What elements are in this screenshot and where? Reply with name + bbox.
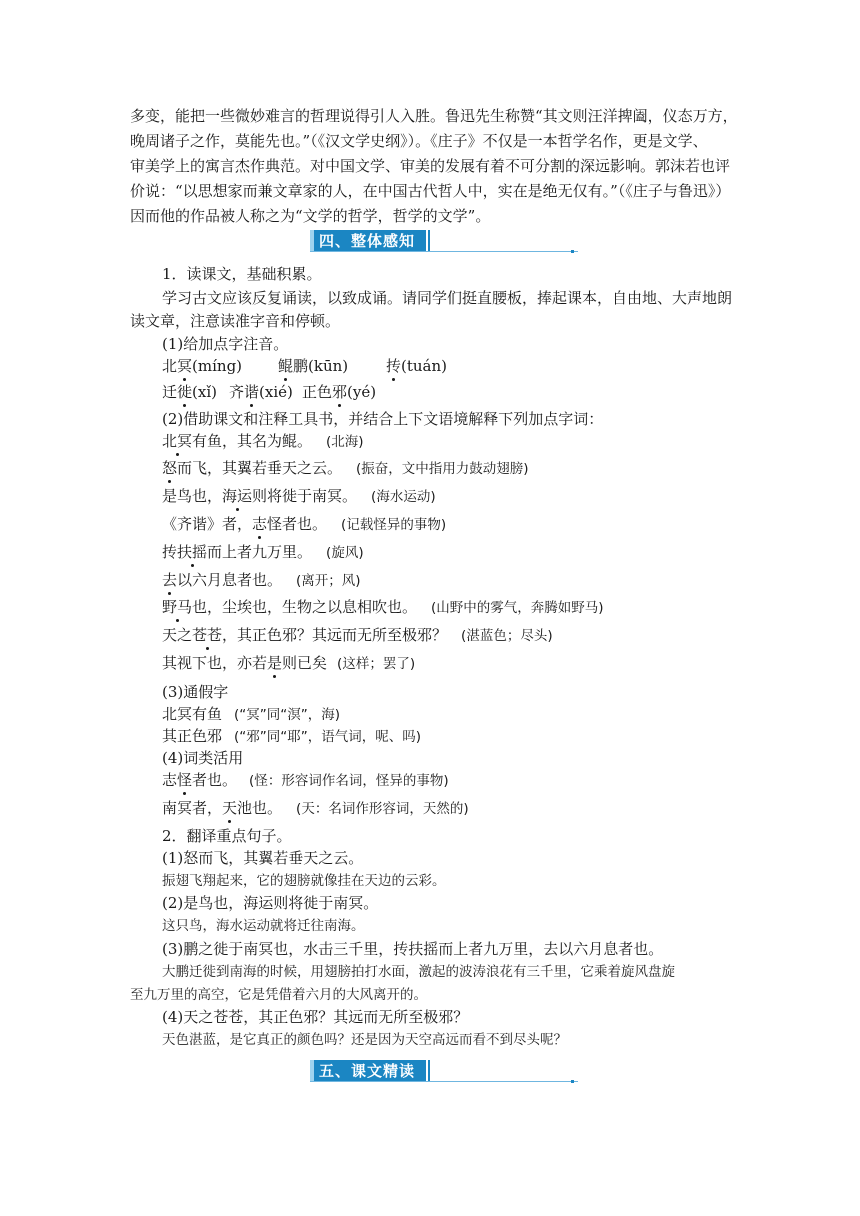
tongjia-item: 其正色邪 (“邪”同“耶”，语气词，呢、吗): [162, 727, 422, 745]
intro-line: 因而他的作品被人称之为“文学的哲学，哲学的文学”。: [130, 207, 491, 225]
translate-question: (2)是鸟也，海运则将徙于南冥。: [162, 894, 379, 912]
word-item: 野马也，尘埃也，生物之以息相吹也。 (山野中的雾气，奔腾如野马): [162, 598, 604, 616]
translate-answer: 大鹏迁徙到南海的时候，用翅膀拍打水面，激起的波涛浪花有三千里，它乘着旋风盘旋: [162, 964, 675, 980]
translate-answer: 振翅飞翔起来，它的翅膀就像挂在天边的云彩。: [162, 873, 446, 889]
translate-question: (3)鹏之徙于南冥也，水击三千里，抟扶摇而上者九万里，去以六月息者也。: [162, 940, 664, 958]
pinyin-item: 齐谐(xié): [229, 383, 293, 401]
section-underline: [310, 1081, 578, 1082]
intro-line: 晚周诸子之作，莫能先也。”（《汉文学史纲》）。《庄子》不仅是一本哲学名作，更是文学、: [130, 132, 708, 150]
section-banner: [310, 230, 428, 252]
huoyong-item: 志怪者也。 (怪：形容词作名词，怪异的事物): [162, 771, 449, 789]
task-heading: 1．读课文，基础积累。: [162, 265, 322, 283]
intro-line: 审美学上的寓言杰作典范。对中国文学、审美的发展有着不可分割的深远影响。郭沫若也评: [130, 157, 731, 175]
word-item: 是鸟也，海运则将徙于南冥。 (海水运动): [162, 487, 436, 505]
word-item: 抟扶摇而上者九万里。 (旋风): [162, 543, 364, 561]
translate-answer: 至九万里的高空，它是凭借着六月的大风离开的。: [130, 987, 427, 1003]
pinyin-item: 北冥(míng): [162, 357, 243, 375]
huoyong-item: 南冥者，天池也。 (天：名词作形容词，天然的): [162, 799, 469, 817]
pinyin-item: 抟(tuán): [386, 357, 448, 375]
pinyin-item: 正色邪(yé): [302, 383, 377, 401]
sub-heading: (1)给加点字注音。: [162, 335, 289, 353]
decor-dot: [571, 1080, 574, 1083]
section-title: 五、课文精读: [318, 1062, 415, 1080]
section-banner: [310, 1060, 428, 1082]
intro-line: 多变，能把一些微妙难言的哲理说得引人入胜。鲁迅先生称赞“其文则汪洋捭阖，仪态万方，: [130, 107, 738, 125]
sub-heading: (4)词类活用: [162, 749, 244, 767]
word-item: 天之苍苍，其正色邪？其远而无所至极邪？ (湛蓝色；尽头): [162, 626, 553, 644]
sub-heading: (2)借助课文和注释工具书，并结合上下文语境解释下列加点字词：: [162, 410, 604, 428]
sub-heading: (3)通假字: [162, 683, 229, 701]
translate-answer: 天色湛蓝，是它真正的颜色吗？还是因为天空高远而看不到尽头呢？: [162, 1032, 567, 1048]
translate-question: (4)天之苍苍，其正色邪？其远而无所至极邪？: [162, 1008, 469, 1026]
word-item: 北冥有鱼，其名为鲲。 (北海): [162, 432, 364, 450]
word-item: 其视下也，亦若是则已矣 (这样；罢了): [162, 654, 416, 672]
translate-question: (1)怒而飞，其翼若垂天之云。: [162, 849, 364, 867]
tongjia-item: 北冥有鱼 (“冥”同“溟”，海): [162, 705, 341, 723]
intro-line: 价说：“以思想家而兼文章家的人，在中国古代哲人中，实在是绝无仅有。”（《庄子与鲁迅》）: [130, 182, 731, 200]
paragraph-line: 学习古文应该反复诵读，以致成诵。请同学们挺直腰板，捧起课本，自由地、大声地朗: [162, 289, 733, 307]
word-item: 怒而飞，其翼若垂天之云。 (振奋，文中指用力鼓动翅膀): [162, 459, 529, 477]
section-title: 四、整体感知: [318, 232, 415, 250]
paragraph-line: 读文章，注意读准字音和停顿。: [130, 312, 341, 330]
pinyin-item: 迁徙(xǐ): [162, 383, 217, 401]
pinyin-item: 鲲鹏(kūn): [278, 357, 349, 375]
word-item: 《齐谐》者，志怪者也。 (记载怪异的事物): [162, 515, 447, 533]
word-item: 去以六月息者也。 (离开；风): [162, 571, 361, 589]
decor-dot: [571, 250, 574, 253]
translate-answer: 这只鸟，海水运动就将迁往南海。: [162, 918, 365, 934]
section-underline: [310, 251, 578, 252]
task-heading: 2．翻译重点句子。: [162, 827, 292, 845]
